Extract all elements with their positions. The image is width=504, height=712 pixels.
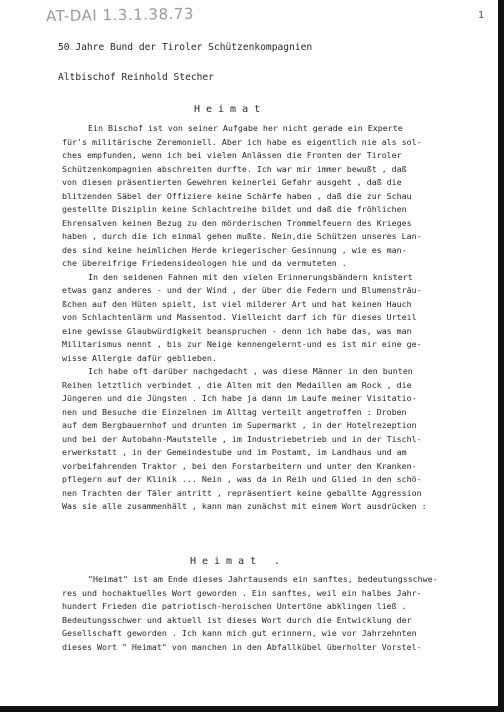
document-title: 50 Jahre Bund der Tiroler Schützenkompagnien bbox=[58, 42, 313, 53]
page-number: 1 bbox=[478, 10, 485, 21]
text-line: und bei der Autobahn-Mautstelle , im Industriebetrieb und in der Tischl- bbox=[62, 433, 422, 444]
text-line: hundert Frieden die patriotisch-heroischen Untertöne abklingen ließ . bbox=[62, 601, 407, 611]
text-line: gestellte Disziplin keine Schlachtreihe bildet und daß die fröhlichen bbox=[62, 204, 407, 214]
text-line: Militarismus nennt , bis zur Neige kennengelernt-und es ist mir eine ge- bbox=[62, 339, 422, 349]
text-line: wisse Allergie dafür geblieben. bbox=[62, 352, 217, 363]
text-line: Gesellschaft geworden . Ich kann mich gut erinnern, wie vor Jahrzehnten bbox=[62, 628, 417, 638]
text-line: res und hochaktuelles Wort geworden . Ein sanftes, weil ein halbes Jahr- bbox=[62, 587, 422, 598]
text-line: blitzenden Säbel der Offiziere keine Schärfe haben , daß die zur Schau bbox=[62, 190, 412, 201]
text-line: für's militärische Zeremoniell. Aber ich habe es eigentlich nie als sol- bbox=[62, 136, 422, 147]
text-line: nen Trachten der Täler antritt , repräsentiert keine geballte Aggression bbox=[62, 487, 422, 498]
text-line: Schützenkompagnien abschreiten durfte. Ich war mir immer bewußt , daß bbox=[62, 163, 407, 174]
text-line: des sind keine heimlichen Herde kriegerischer Gesinnung , wie es man- bbox=[62, 244, 407, 255]
text-line: von diesen präsentierten Gewehren keinerlei Gefahr ausgeht , daß die bbox=[62, 177, 402, 187]
body-text bbox=[62, 122, 502, 514]
text-line: auf dem Bergbauernhof und drunten im Supermarkt , in der Hotelrezeption bbox=[62, 420, 417, 430]
text-line: "Heimat" ist am Ende dieses Jahrtausends ein sanftes, bedeutungsschwe- bbox=[88, 574, 438, 584]
text-line: dieses Wort " Heimat" von manchen in den Abfallkübel überholter Vorstel- bbox=[62, 641, 422, 652]
text-line: eine gewisse Glaubwürdigkeit beanspruchen - denn ich habe das, was man bbox=[62, 325, 412, 336]
document-author: Altbischof Reinhold Stecher bbox=[58, 72, 214, 83]
text-line: ches empfunden, wenn ich bei vielen Anlässen die Fronten der Tiroler bbox=[62, 150, 402, 160]
text-line: Jüngeren und die Jüngsten . Ich habe ja dann im Laufe meiner Visitatio- bbox=[62, 393, 417, 403]
text-line: Was sie alle zusammenhält , kann man zunächst mit einem Wort ausdrücken : bbox=[62, 501, 427, 511]
text-line: von Schlachtenlärm und Massentod. Vielleicht darf ich für dieses Urteil bbox=[62, 312, 417, 322]
section-heading: Heimat bbox=[194, 104, 267, 115]
text-line: pflegern auf der Klinik ... Nein , was da in Reih und Glied in den schö- bbox=[62, 474, 422, 484]
text-line: vorbeifahrenden Traktor , bei den Forstarbeitern und unter den Kranken- bbox=[62, 460, 417, 471]
text-line: Ehrensalven keinen Bezug zu den mörderischen Trommelfeuern des Krieges bbox=[62, 217, 412, 228]
text-line: erwerkstatt , in der Gemeindestube und im Postamt, im Landhaus und am bbox=[62, 447, 407, 457]
archive-stamp: AT-DAI 1.3.1.38.73 bbox=[45, 4, 195, 26]
text-line: Ich habe oft darüber nachgedacht , was diese Männer in den bunten bbox=[88, 366, 413, 376]
section-heading-2: Heimat . bbox=[190, 556, 287, 567]
body-text-2 bbox=[62, 573, 502, 654]
text-line: che übereifrige Friedensideologen hie und da vermuteten . bbox=[62, 258, 347, 268]
text-line: Bedeutungsschwer und aktuell ist dieses Wort durch die Entwicklung der bbox=[62, 614, 412, 625]
text-line: ßchen auf den Hüten spielt, ist viel milderer Art und hat keinen Hauch bbox=[62, 298, 412, 309]
text-line: nen und Besuche die Einzelnen im Alltag verteilt angetroffen : Droben bbox=[62, 406, 407, 417]
text-line: Reihen letztlich verbindet , die Alten mit den Medaillen am Rock , die bbox=[62, 379, 412, 390]
text-line: In den seidenen Fahnen mit den vielen Erinnerungsbändern knistert bbox=[88, 271, 413, 282]
text-line: haben , durch die ich einmal gehen mußte. Nein,die Schützen unseres Lan- bbox=[62, 231, 422, 241]
text-line: Ein Bischof ist von seiner Aufgabe her nicht gerade ein Experte bbox=[88, 123, 403, 133]
text-line: etwas ganz anderes - und der Wind , der über die Federn und Blumensträu- bbox=[62, 285, 422, 295]
